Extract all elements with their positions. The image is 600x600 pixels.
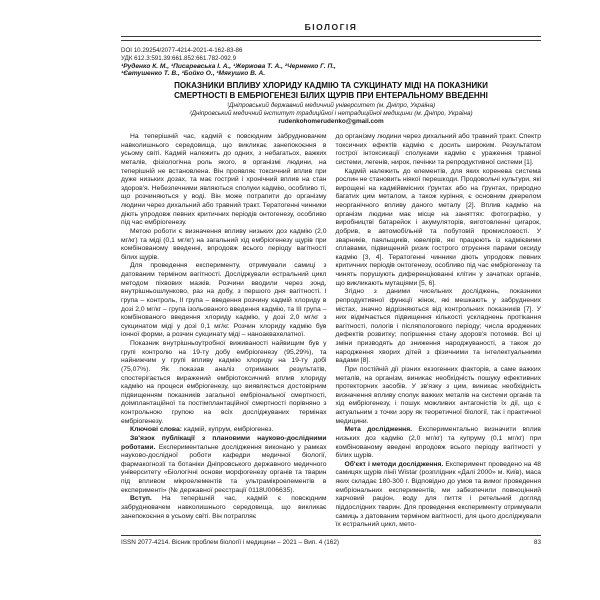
abstract-paragraph: [121, 340, 327, 426]
abstract-paragraph: [121, 228, 327, 263]
keywords-paragraph: [121, 426, 327, 435]
body-paragraph: [336, 288, 542, 366]
keywords-text: кадмій, купрум, ембріогенез.: [182, 426, 274, 434]
paragraph-lead: Зв'язок публікації з плановими науково-дослідними роботами.: [121, 434, 327, 451]
left-column: [121, 133, 327, 530]
relation-paragraph: [121, 435, 327, 495]
paragraph-text: При постійній дії різних екзогенних факторів, а саме важких металів, на організм, виникає необхідність пошуку ефективних протекторних засобів. У зв'язку з цим, виникає необхідність визначення впливу сполук важких металів на системи органів та хід ембріогенезу, і пошук можливих антагоністів їх дії, що є актуальним з точки зору як теоретичної біології, так і практичної медицини.: [335, 365, 541, 425]
paragraph-text: На теперішній час, кадмій є повсюдним забруднювачем навколишнього середовища, що викликає занепокоєння в усьому світі. Він потрапляє: [121, 495, 327, 520]
authors-line-1: ¹Руденко К. М., ¹Писаревська І. А., ¹Жержова Т. А., ²Черненко Г. П.,: [121, 62, 336, 70]
doi-line: DOI 10.29254/2077-4214-2021-4-162-83-86: [121, 46, 243, 54]
udc-line: УДК 612.3:591.39:661.852:661.782-092.9: [121, 54, 237, 62]
affiliation-1: ¹Дніпровський державний медичний університет (м. Дніпро, Україна): [226, 101, 436, 109]
body-paragraph: [336, 133, 542, 168]
paragraph-lead: Вступ.: [130, 495, 152, 503]
article-title: [121, 81, 541, 101]
issn-journal-line: ISSN 2077-4214. Вісник проблем біології і медицини – 2021 – Вип. 4 (162): [121, 538, 340, 546]
right-column: [336, 133, 542, 530]
abstract-paragraph: [121, 262, 327, 340]
paragraph-lead: Об'єкт і методи дослідження.: [344, 460, 444, 468]
authors-line-2: ¹Євтушенко Т. В., ¹Бойко О., ¹Мякушко В. А.: [121, 70, 266, 78]
article-title-line-2: СМЕРТНОСТІ В ЕМБРІОГЕНЕЗІ БІЛИХ ЩУРІВ ПРИ ЕНТЕРАЛЬНОМУ ВВЕДЕННІ: [174, 91, 488, 101]
paragraph-text: Експериментальне дослідження виконано у рамках науково-дослідної роботи кафедри медичної біології, фармакогнозії та ботаніки Дніпровського державного медичного університету «Біологічні основи морфогенезу органів та тварин під впливом мікроелементів та ультрамікроелементів в експерименті» (№ державної реєстрації 0118U006635).: [121, 443, 327, 494]
page-number: 83: [533, 538, 541, 546]
body-columns: [121, 133, 541, 530]
keywords-label: Ключові слова:: [130, 426, 182, 434]
body-paragraph: [336, 366, 542, 426]
paragraph-text: На теперішній час, кадмій є повсюдним забруднювачем навколишнього середовища, що викликає занепокоєння в усьому світі. Кадмій належить до одних, з небагатьох, важких металів, фізіологічна роль якого, в організмі людини, на теперішній не встановлена. Він проявляє токсичний вплив при дуже низьких дозах, та має гострий і хронічний вплив на стан здоров'я. Небезпечними являються сполуки кадмію, особливо ті, що розчиняються у воді. Він може потрапити до організму людини через дихальний або травний тракт. Тератогенні чинники діють упродовж певних критичних періодів онтогенезу, особливо під час ембріогенезу.: [121, 133, 327, 227]
header-double-rule: [121, 36, 541, 41]
aim-paragraph: [336, 426, 542, 461]
affiliation-2: ²Дніпровський медичний інститут традиційної і нетрадиційної медицини (м. Дніпро, Україна): [189, 109, 473, 117]
page-footer: [121, 536, 541, 547]
contact-email: rudenkohomerudenko@gmail.com: [278, 117, 384, 125]
body-paragraph: [336, 168, 542, 289]
article-title-line-1: ПОКАЗНИКИ ВПЛИВУ ХЛОРИДУ КАДМІЮ ТА СУКЦИНАТУ МІДІ НА ПОКАЗНИКИ: [174, 81, 488, 91]
abstract-paragraph: [121, 133, 327, 228]
section-header: БІОЛОГІЯ: [304, 22, 358, 32]
page-content: [121, 22, 541, 547]
methods-paragraph: [336, 461, 542, 530]
paragraph-text: Згідно з даними чисельних досліджень, показники репродуктивної функції жінок, які мешкають у забруднених містах, значно відрізняються від контрольних показників [7]. У них відмічається підвищення кількості ускладнень протікання вагітності, пологів і післяпологового періоду; числа вроджених дефектів розвитку; погіршення стану здоров'я потомків. Всі ці зміни призводять до зниження народжуваності, а також до народження хворих дітей з фізичними та інтелектуальними вадами [8].: [335, 288, 541, 365]
paragraph-text: Показник внутрішньоутробної виживаності найвищим був у групі контролю на 19-ту добу ембріогенезу (95,29%), та найнижчим у групі впливу кадмію хлориду на 19-ту добі (75,07%). Як показав аналіз отриманих результатів, спостерігається виражений ембріотоксичний вплив хлориду кадмію на процеси ембріогенезу, що виявляється достовірним підвищенням показників загальної ембріональної смертності, доімплантаційної та постімплантаційної смертності порівняно з контрольною групою на всіх досліджуваних термінах ембріогенезу.: [121, 340, 327, 425]
paragraph-text: Експериментально визначити вплив низьких доз кадмію (2,0 мг/кг) та купруму (0,1 мг/кг) при комбінованому введені впродовж всього періоду вагітності у білих щурів.: [335, 426, 541, 460]
introduction-paragraph: [121, 495, 327, 521]
paragraph-text: Для проведення експерименту, отримували самиці з датованим терміном вагітності. Досліджували естральний цикл методом піхвових мазків. Розчини вводили через зонд, внутрішньошлунково, раз на добу, з першого дня вагітності. І група – контроль, ІІ група – введення розчину кадмій хлориду в дозі 2,0 мг/кг – група ізольованого введення кадмію, та ІІІ група – комбінованого введення хлориду кадмію, у дозі 2,0 мг/кг з сукцинатом міді у дозі 0,1 мг/кг. Розчин хлориду кадмію був іонної форми, а розчин сукцинату міді – наноаквахелатної.: [121, 262, 327, 339]
paragraph-text: Експеримент проведено на 48 самицях щурів лінії Wistar (розплідник «Далі 2000» м. Київ), маса яких складає 180-300 г. Відповідно до умов та вимог проведення ембріональних експериментів, ми забезпечили повноцінний харчовий раціон, воду для пиття і ретельний догляд піддослідних тварин. Для проведення експерименту отримували самиць з датованим терміном вагітності, для цього досліджували їх естральний цикл, мето-: [335, 460, 541, 529]
paragraph-lead: Мета дослідження.: [344, 426, 413, 434]
paragraph-text: Метою роботи є визначення впливу низьких доз кадмію (2,0 мг/кг) та міді (0,1 мг/кг) на загальний хід ембріогенезу щурів при комбінованому введенні, впродовж всього періоду вагітності білих щурів.: [121, 227, 327, 261]
paragraph-text: Кадмій належить до елементів, для яких коренева система рослин не становить ніякої перешкоди. Продовольчі культури, які вирощені на кадмійвмісних ґрунтах або на ґрунтах, природно багатих цим металом, а також куріння, є основним джерелом неорганічного впливу даного металу [2]. Вплив кадмію на організм людини має місце на заняттях: фотографію, у виробництві батарейок і акумуляторів, виготовленні цигарок, добрив, в автомобільній та побутовій промисловості. У зварників, паяльщиків, ювелірів, які працюють із кадмієвими сплавами, підвищений ризик гострого отруєння парами оксиду кадмію [3, 4]. Тератогенні чинники діють упродовж певних критичних періодів онтогенезу, особливо під час ембріогенезу та чинять порушують диференціюванні клітин у зачатках органів, що викликають мутаціями [5, 6].: [335, 167, 541, 287]
paragraph-text: до організму людини через дихальний або травний тракт. Спектр токсичних ефектів кадмію є досить широким. Результатом гострої інтоксикації сполуками кадмію є ураження травної системи, легенів, нирок, печінки та репродуктивної системи [1].: [335, 133, 541, 166]
